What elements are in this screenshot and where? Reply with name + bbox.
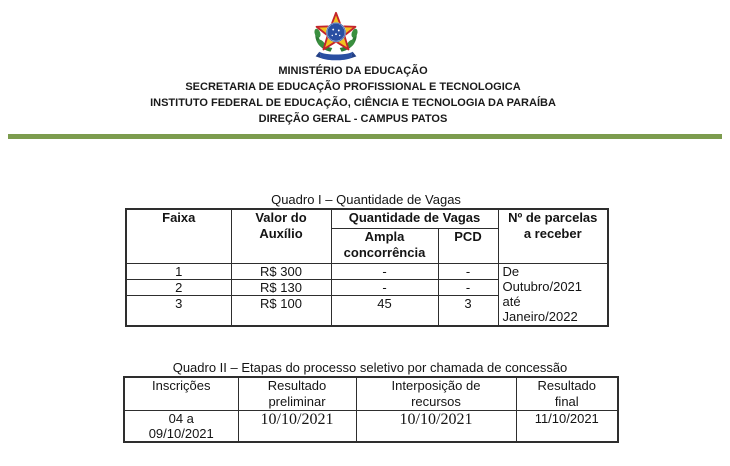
quadro1-table xyxy=(125,208,609,327)
q1-cell-valor: R$ 300 xyxy=(231,263,331,279)
q2-header-final: Resultado final xyxy=(516,377,618,411)
q1-header-pcd: PCD xyxy=(438,228,498,263)
q2-header-preliminar: Resultado preliminar xyxy=(238,377,356,411)
q2-cell-inscricoes: 04 a 09/10/2021 xyxy=(124,411,238,443)
q1-cell-ampla: - xyxy=(331,279,438,295)
q1-cell-ampla: 45 xyxy=(331,295,438,326)
q1-cell-pcd: - xyxy=(438,279,498,295)
institution-header xyxy=(0,63,706,127)
q1-header-faixa: Faixa xyxy=(126,209,231,263)
q1-cell-parcelas: De Outubro/2021 até Janeiro/2022 xyxy=(498,263,608,326)
header-line-secretary: SECRETARIA DE EDUCAÇÃO PROFISSIONAL E TECNOLOGICA xyxy=(185,81,521,93)
q2-header-recursos: Interposição de recursos xyxy=(356,377,516,411)
q1-cell-pcd: 3 xyxy=(438,295,498,326)
q2-header-inscricoes: Inscrições xyxy=(124,377,238,411)
q1-cell-valor: R$ 130 xyxy=(231,279,331,295)
q1-header-quantidade: Quantidade de Vagas xyxy=(331,209,498,228)
q1-cell-faixa: 2 xyxy=(126,279,231,295)
q2-cell-recursos: 10/10/2021 xyxy=(356,411,516,443)
header-line-ministry: MINISTÉRIO DA EDUCAÇÃO xyxy=(278,65,428,77)
q1-header-ampla: Ampla concorrência xyxy=(331,228,438,263)
q1-cell-faixa: 1 xyxy=(126,263,231,279)
q1-header-valor: Valor do Auxílio xyxy=(231,209,331,263)
q2-cell-preliminar: 10/10/2021 xyxy=(238,411,356,443)
q1-cell-faixa: 3 xyxy=(126,295,231,326)
green-divider-rule xyxy=(8,134,722,139)
q1-cell-pcd: - xyxy=(438,263,498,279)
q1-header-parcelas: Nº de parcelas a receber xyxy=(498,209,608,263)
header-line-institute: INSTITUTO FEDERAL DE EDUCAÇÃO, CIÊNCIA E TECNOLOGIA DA PARAÍBA xyxy=(150,97,556,109)
q1-cell-valor: R$ 100 xyxy=(231,295,331,326)
quadro1-title: Quadro I – Quantidade de Vagas xyxy=(271,192,461,207)
q1-cell-ampla: - xyxy=(331,263,438,279)
header-line-campus: DIREÇÃO GERAL - CAMPUS PATOS xyxy=(258,113,448,125)
quadro2-table xyxy=(123,376,619,443)
brazil-coat-of-arms-icon xyxy=(308,11,364,61)
quadro2-title: Quadro II – Etapas do processo seletivo por chamada de concessão xyxy=(172,360,568,375)
q2-cell-final: 11/10/2021 xyxy=(516,411,618,443)
